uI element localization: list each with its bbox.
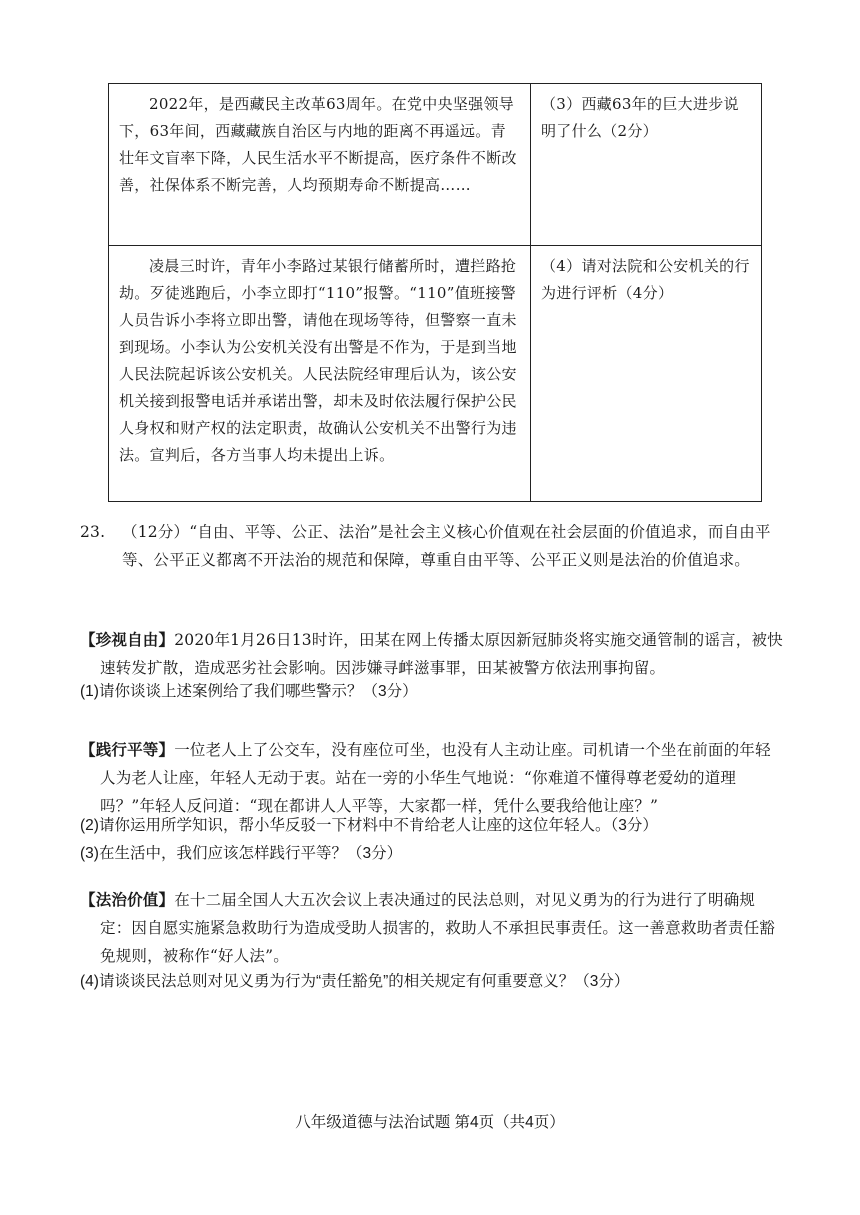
section-heading: 【践行平等】	[80, 740, 175, 759]
case-material-tibet: 2022年，是西藏民主改革63周年。在党中央坚强领导下，63年间，西藏藏族自治区与内地的距离不再遥远。青壮年文盲率下降，人民生活水平不断提高，医疗条件不断改善，社保体系不断完善，人均预期寿命不断提高……	[109, 84, 531, 246]
section-practice-equality	[80, 736, 785, 820]
question-23-stem	[80, 518, 780, 574]
page-footer: 八年级道德与法治试题 第4页（共4页）	[295, 1114, 565, 1131]
sub-question-2: (2)请你运用所学知识，帮小华反驳一下材料中不肯给老人让座的这位年轻人。（3分）	[80, 817, 658, 834]
section-material	[80, 626, 785, 682]
section-rule-of-law-value	[80, 886, 785, 970]
case-analysis-table	[108, 83, 762, 502]
table-row	[109, 84, 762, 246]
section-text: 一位老人上了公交车，没有座位可坐，也没有人主动让座。司机请一个坐在前面的年轻人为老人让座，年轻人无动于衷。站在一旁的小华生气地说：“你难道不懂得尊老爱幼的道理吗？”年轻人反问道：“现在都讲人人平等，大家都一样，凭什么要我给他让座？”	[100, 741, 771, 815]
question-23	[80, 518, 780, 574]
sub-question-3: (3)在生活中，我们应该怎样践行平等？（3分）	[80, 845, 403, 862]
case-question-3: （3）西藏63年的巨大进步说明了什么（2分）	[531, 84, 762, 246]
section-heading: 【珍视自由】	[80, 630, 175, 649]
section-material	[80, 886, 785, 970]
section-cherish-freedom	[80, 626, 785, 682]
section-text: 在十二届全国人大五次会议上表决通过的民法总则，对见义勇为的行为进行了明确规定：因自愿实施紧急救助行为造成受助人损害的，救助人不承担民事责任。这一善意救助者责任豁免规则，被称作“好人法”。	[100, 891, 776, 965]
section-text: 2020年1月26日13时许，田某在网上传播太原因新冠肺炎将实施交通管制的谣言，被快速转发扩散，造成恶劣社会影响。因涉嫌寻衅滋事罪，田某被警方依法刑事拘留。	[100, 631, 783, 677]
section-heading: 【法治价值】	[80, 890, 175, 909]
question-23-stem-text: （12分）“自由、平等、公正、法治”是社会主义核心价值观在社会层面的价值追求，而自由平等、公平正义都离不开法治的规范和保障，尊重自由平等、公平正义则是法治的价值追求。	[122, 523, 771, 569]
case-material-police: 凌晨三时许，青年小李路过某银行储蓄所时，遭拦路抢劫。歹徒逃跑后，小李立即打“110”报警。“110”值班接警人员告诉小李将立即出警，请他在现场等待，但警察一直未到现场。小李认为公安机关没有出警是不作为，于是到当地人民法院起诉该公安机关。人民法院经审理后认为，该公安机关接到报警电话并承诺出警，却未及时依法履行保护公民人身权和财产权的法定职责，故确认公安机关不出警行为违法。宣判后，各方当事人均未提出上诉。	[109, 246, 531, 502]
question-number: 23.	[80, 523, 106, 541]
case-question-4: （4）请对法院和公安机关的行为进行评析（4分）	[531, 246, 762, 502]
sub-question-1: (1)请你谈谈上述案例给了我们哪些警示？（3分）	[80, 683, 418, 700]
table-row	[109, 246, 762, 502]
sub-question-4: (4)请谈谈民法总则对见义勇为行为“责任豁免”的相关规定有何重要意义？（3分）	[80, 973, 630, 990]
section-material	[80, 736, 785, 820]
